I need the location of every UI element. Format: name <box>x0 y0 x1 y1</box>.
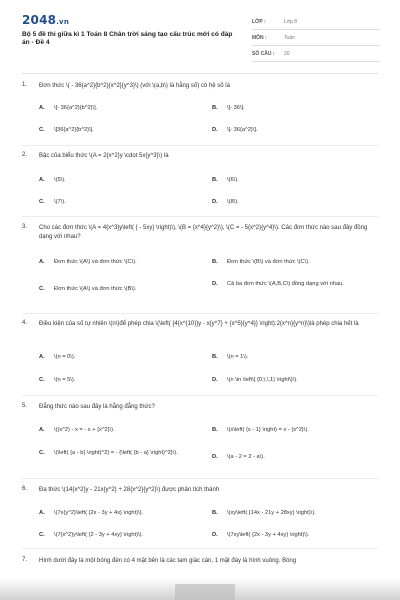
image-placeholder <box>175 584 235 600</box>
question-divider <box>22 478 378 479</box>
question-divider <box>22 395 378 396</box>
meta-key: LỚP : <box>252 19 266 25</box>
question-text: Điều kiện của số tự nhiên \(n\)để phép chia \(\left( {4{x^{10}}y - x{y^7} + {x^5}{y^4}} \right):2{x^n}{y^n}\)là phép chia hết là <box>39 321 359 327</box>
question-text: Hình dưới đây là một bóng đèn có 4 mặt bên là các tam giác cân, 1 mặt đáy là hình vuông. Bóng <box>39 558 297 564</box>
question-number: 5. <box>22 403 28 409</box>
question-number: 6. <box>22 486 28 492</box>
question-number: 2. <box>22 152 28 158</box>
question-divider <box>22 145 378 146</box>
question-divider <box>22 313 378 314</box>
question-text: Đơn thức \( - 36{a^2}{b^2}{x^2}{y^3}\) (với \(a,b\) là hằng số) có hệ số là <box>39 83 230 89</box>
question-number: 3. <box>22 224 28 230</box>
question-text: Cho các đơn thức \(A = 4{x^3}y\left( { - 5xy} \right)\), \(B = {x^4}{y^2}\), \(C = - 5{x^2}{y^4}\). Các đơn thức nào sau đây đồng dạng với nhau? <box>39 225 368 240</box>
question-divider <box>22 216 378 217</box>
meta-value: Toán <box>284 35 295 41</box>
meta-value: Lớp 8 <box>284 19 298 25</box>
meta-key: MÔN : <box>252 35 267 41</box>
question-number: 4. <box>22 320 28 326</box>
question-number: 1. <box>22 82 28 88</box>
site-logo[interactable]: 2048.vn <box>22 13 70 27</box>
question-text: Bậc của biểu thức \(A = 2{x^2}y \cdot 5x{y^3}\) là <box>39 153 169 159</box>
document-meta <box>252 14 380 62</box>
question-text: Đẳng thức nào sau đây là hằng đẳng thức? <box>39 404 155 410</box>
header-divider <box>22 73 378 74</box>
question-divider <box>22 548 378 549</box>
meta-key: SỐ CÂU : <box>252 51 275 57</box>
meta-value: 20 <box>284 51 290 57</box>
meta-row-subject <box>252 30 380 46</box>
document-header <box>0 0 400 62</box>
question-text: Đa thức \(14{x^2}y - 21x{y^2} + 28{x^2}{y^2}\) được phân tích thành <box>39 487 220 493</box>
meta-row-count <box>252 46 380 62</box>
question-number: 7. <box>22 557 28 563</box>
document-title: Bộ 5 đề thi giữa kì 1 Toán 8 Chân trời sáng tạo cấu trúc mới có đáp án - Đề 4 <box>22 31 233 47</box>
meta-row-class <box>252 14 380 30</box>
